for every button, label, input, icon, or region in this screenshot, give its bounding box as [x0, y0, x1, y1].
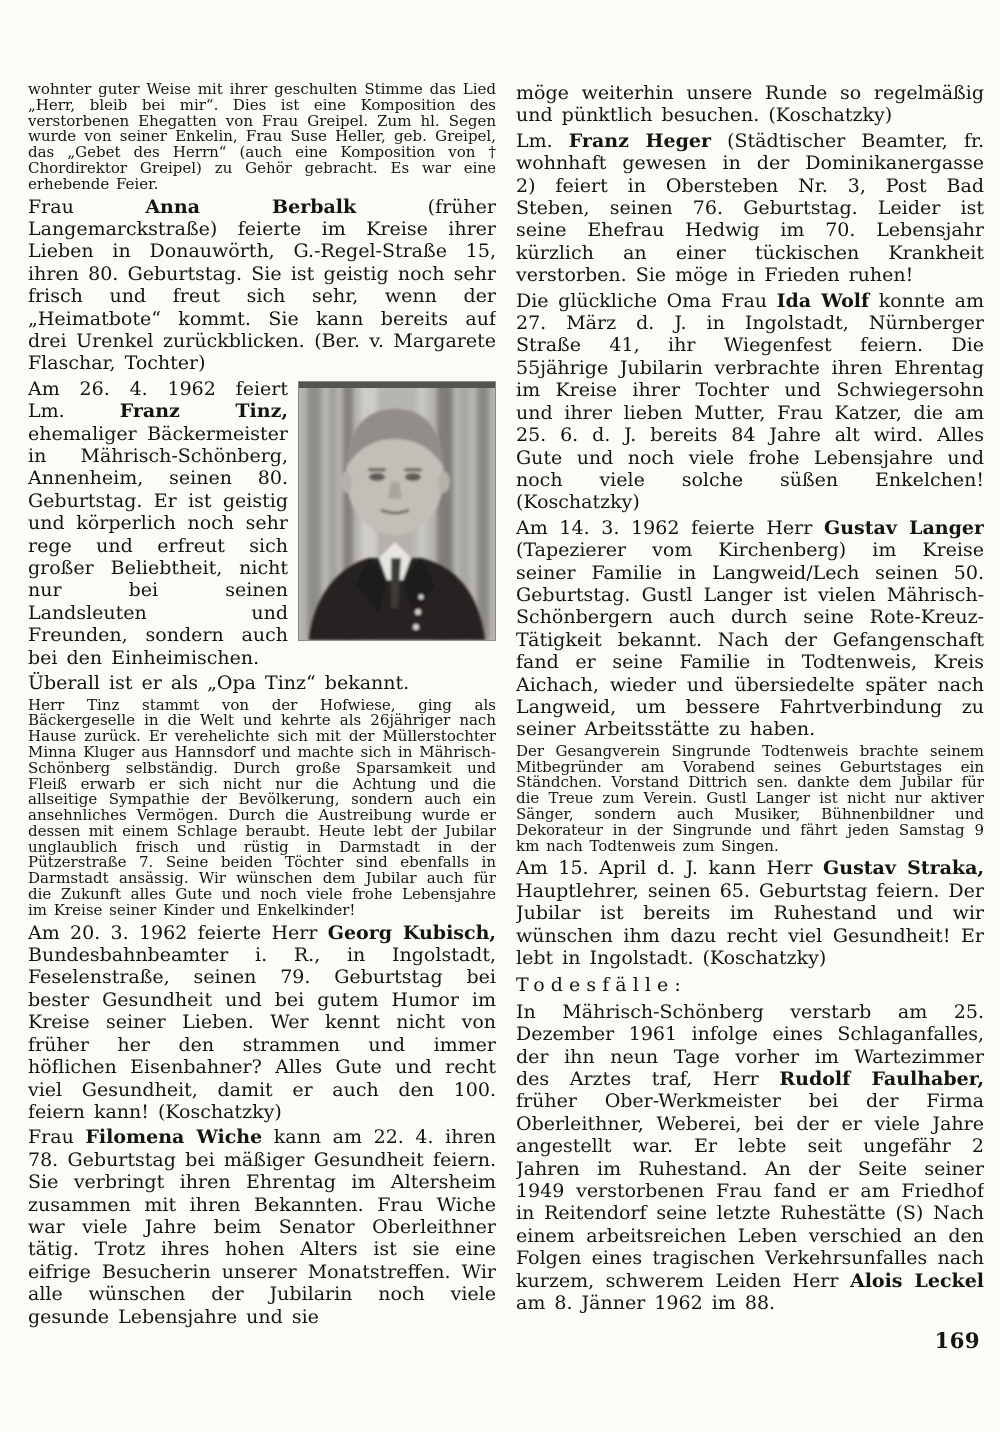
paragraph-body [516, 1001, 984, 1315]
paragraph-small [28, 695, 496, 919]
text-run: Frau [28, 195, 146, 218]
text-run: Die glückliche Oma Frau [516, 289, 777, 312]
text-run: Herr Tinz stammt von der Hofwiese, ging als Bäckergeselle in die Welt und kehrte als 26jähriger nach Hause zurück. Er verehelichte sich mit der Müllerstochter Minna Kluger aus Hannsdorf und machte sich in Mährisch-Schönberg selbständig. Durch große Sparsamkeit und Fleiß erwarb er sich nicht nur die Achtung und die allseitige Sympathie der Bevölkerung, sondern auch ein ansehnliches Vermögen. Durch die Austreibung wurde er dessen mit einem Schlage beraubt. Heute lebt der Jubilar unglaublich frisch und rüstig in Darmstadt in der Pützerstraße 7. Seine beiden Töchter sind ebenfalls in Darmstadt ansässig. Wir wünschen dem Jubilar auch für die Zukunft alles Gute und noch viele frohe Lebensjahre im Kreise seiner Kinder und Enkelkinder! [28, 695, 496, 919]
text-run: möge weiterhin unsere Runde so regelmäßig und pünktlich besuchen. (Koschatzky) [516, 82, 984, 127]
person-name-bold: Anna Berbalk [145, 195, 357, 218]
text-run: (Städtischer Beamter, fr. wohnhaft gewesen in der Dominikanergasse 2) feiert in Obersteben Nr. 3, Post Bad Steben, seinen 76. Geburtstag. Leider ist seine Ehefrau Hedwig im 70. Lebensjahr kürzlich an einer tückischen Krankheit verstorben. Sie möge in Frieden ruhen! [516, 129, 984, 287]
paragraph-body [516, 82, 984, 127]
text-run: ehemaliger Bäckermeister in Mährisch-Schönberg, Annenheim, seinen 80. Geburtstag. Er ist geistig und körperlich noch sehr rege und erfreut sich großer Beliebtheit, nicht nur bei seinen Landsleuten und Freunden, sondern auch bei den Einheimischen. [28, 422, 288, 669]
person-name-bold: Gustav Langer [824, 516, 984, 539]
portrait-photo-graphic [299, 382, 495, 640]
text-run: In Mährisch-Schönberg verstarb am 25. Dezember 1961 infolge eines Schlaganfalles, der ihn neun Tage vorher im Wartezimmer des Arztes traf, Herr [516, 1000, 984, 1091]
text-run: Am 14. 3. 1962 feierte Herr [516, 516, 825, 539]
person-name-bold: Franz Tinz, [119, 400, 288, 423]
person-name-bold: Alois Leckel [849, 1269, 984, 1292]
person-name-bold: Ida Wolf [776, 289, 870, 312]
text-run: konnte am 27. März d. J. in Ingolstadt, Nürnberger Straße 41, ihr Wiegenfest feiern. Die 55jährige Jubilarin verbrachte ihren Ehrentag im Kreise ihrer Tochter und Schwiegersohn und ihrer lieben Mutter, Frau Katzer, die am 25. 6. d. J. bereits 84 Jahre alt wird. Alles Gute und noch viele frohe Lebensjahre und noch viele solche süßen Enkelchen! (Koschatzky) [516, 289, 984, 514]
paragraph-body [516, 517, 984, 741]
person-name-bold: Filomena Wiche [85, 1126, 263, 1149]
text-run: früher Ober-Werkmeister bei der Firma Oberleithner, Weberei, bei der er viele Jahre angestellt war. Er lebte seit ungefähr 2 Jahren im Ruhestand. An der Seite seiner 1949 verstorbenen Frau fand er am Friedhof in Reitendorf seine letzte Ruhestätte (S) Nach einem arbeitsreichen Leben verschied an den Folgen eines tragischen Verkehrsunfalles nach kurzem, schwerem Leiden Herr [516, 1090, 984, 1292]
paragraph-body [516, 290, 984, 514]
paragraph-small [28, 82, 496, 193]
text-run: kann am 22. 4. ihren 78. Geburtstag bei mäßiger Gesundheit feiern. Sie verbringt ihren Ehrentag im Altersheim zusammen mit ihren Bekannten. Frau Wiche war viele Jahre beim Senator Oberleithner tätig. Trotz ihres hohen Alters ist sie eine eifrige Besucherin unserer Monatstreffen. Wir alle wünschen der Jubilarin noch viele gesunde Lebensjahre und sie [28, 1126, 496, 1328]
person-name-bold: Georg Kubisch, [327, 921, 496, 944]
paragraph-small [516, 741, 984, 855]
paragraph-body [28, 672, 496, 694]
photo-paragraph-row [28, 378, 496, 669]
text-run: (Tapezierer vom Kirchenberg) im Kreise seiner Familie in Langweid/Lech seinen 50. Geburtstag. Gustl Langer ist vielen Mährisch-Schönbergern auch durch seine Rote-Kreuz-Tätigkeit bekannt. Nach der Gefangenschaft fand er seine Familie in Todtenweis, Kreis Aichach, wieder und übersiedelte später nach Langweid, um bessere Fahrtverbindung zu seiner Arbeitsstätte zu haben. [516, 539, 984, 741]
text-run: Der Gesangverein Singrunde Todtenweis brachte seinem Mitbegründer am Vorabend seines Geburtstages ein Ständchen. Vorstand Dittrich sen. dankte dem Jubilar für die Treue zum Verein. Gustl Langer ist nicht nur aktiver Sänger, sondern auch Musiker, Bühnenbildner und Dekorateur in der Singrunde und fährt jeden Samstag 9 km nach Todtenweis zum Singen. [516, 741, 984, 855]
person-name-bold: Gustav Straka, [823, 857, 984, 880]
section-heading [516, 974, 984, 996]
left-column [28, 82, 496, 1331]
two-column-layout [28, 82, 984, 1331]
paragraph-body [28, 378, 288, 669]
text-run: (früher Langemarckstraße) feierte im Kreise ihrer Lieben in Donauwörth, G.-Regel-Straße 15, ihren 80. Geburtstag. Sie ist geistig noch sehr frisch und freut sich sehr, wenn der „Heimatbote“ kommt. Sie kann bereits auf drei Urenkel zurückblicken. (Ber. v. Margarete Flaschar, Tochter) [28, 195, 496, 375]
text-run: Am 15. April d. J. kann Herr [516, 857, 824, 880]
page-number: 169 [934, 1328, 980, 1353]
person-name-bold: Rudolf Faulhaber, [779, 1068, 984, 1091]
text-run: Überall ist er als „Opa Tinz“ bekannt. [28, 672, 410, 695]
text-run: Hauptlehrer, seinen 65. Geburtstag feiern. Der Jubilar ist bereits im Ruhestand und wir wünschen ihm dazu recht viel Gesundheit! Er lebt in Ingolstadt. (Koschatzky) [516, 879, 984, 969]
text-run: am 8. Jänner 1962 im 88. [516, 1292, 776, 1315]
right-column [516, 82, 984, 1317]
text-run: Am 20. 3. 1962 feierte Herr [28, 921, 328, 944]
text-run: Lm. [516, 129, 569, 152]
text-run: Bundesbahnbeamter i. R., in Ingolstadt, Feselenstraße, seinen 79. Geburtstag bei bester Gesundheit und bei gutem Humor im Kreise seiner Lieben. Wer kennt nicht von früher her den strammen und immer höflichen Eisenbahner? Alles Gute und recht viel Gesundheit, damit er auch den 100. feiern kann! (Koschatzky) [28, 944, 496, 1123]
paragraph-body [516, 130, 984, 287]
text-run: Frau [28, 1126, 86, 1149]
text-run: Todesfälle: [516, 974, 687, 997]
text-run: Am 26. 4. 1962 feiert Lm. [28, 377, 288, 423]
person-name-bold: Franz Heger [568, 129, 711, 152]
portrait-photo [298, 381, 496, 641]
paragraph-body [28, 196, 496, 375]
paragraph-body [516, 857, 984, 969]
paragraph-body [28, 922, 496, 1124]
text-run: wohnter guter Weise mit ihrer geschulten Stimme das Lied „Herr, bleib bei mir“. Dies ist eine Komposition des verstorbenen Ehegatten von Frau Greipel. Zum hl. Segen wurde von seiner Enkelin, Frau Suse Heller, geb. Greipel, das „Gebet des Herrn“ (auch eine Komposition von † Chordirektor Greipel) zu Gehör gebracht. Es war eine erhebende Feier. [28, 82, 496, 193]
paragraph-body [28, 1126, 496, 1328]
